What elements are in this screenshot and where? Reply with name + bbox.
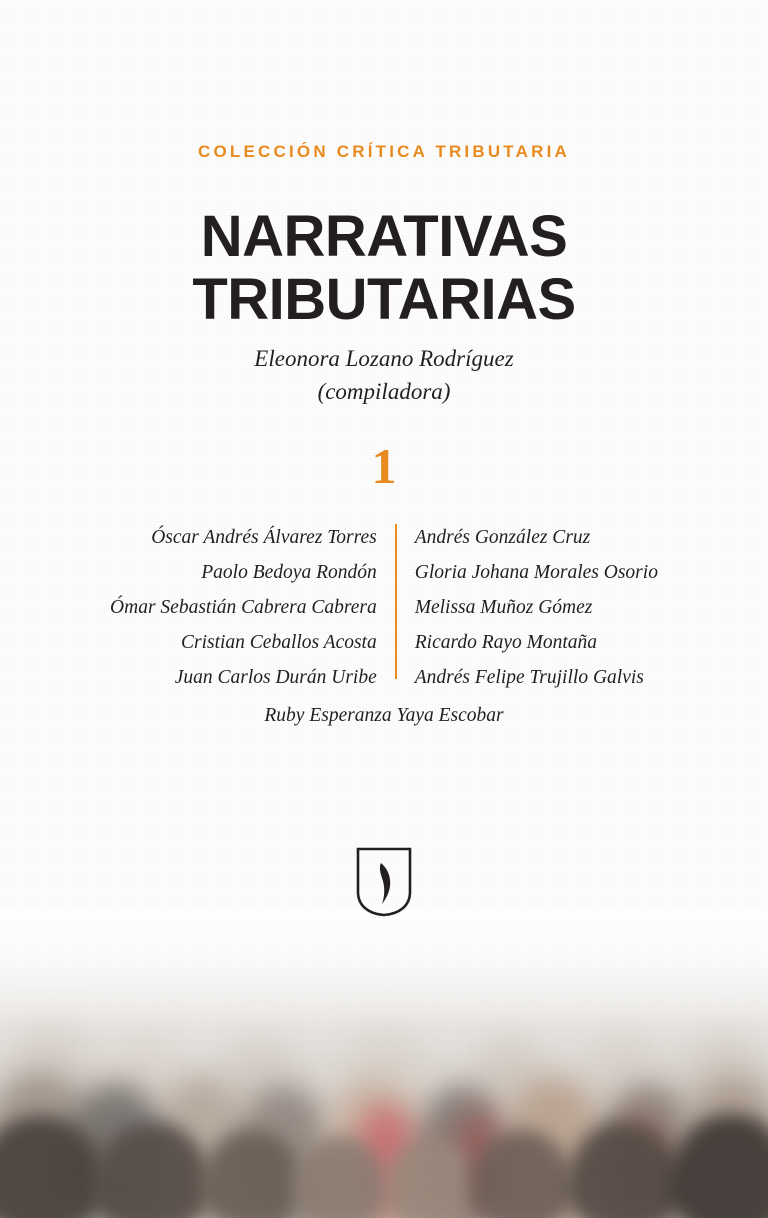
authors-column-right <box>397 520 658 695</box>
author-name: Gloria Johana Morales Osorio <box>414 562 658 583</box>
title-line-1: NARRATIVAS <box>200 204 568 269</box>
author-name: Cristian Ceballos Acosta <box>180 632 377 653</box>
collection-label: COLECCIÓN CRÍTICA TRIBUTARIA <box>198 142 570 161</box>
authors-column-left <box>110 520 395 695</box>
editor-name: Eleonora Lozano Rodríguez <box>254 346 514 371</box>
editor-role: (compiladora) <box>317 379 451 404</box>
uniandes-shield-icon <box>355 846 413 918</box>
author-name: Juan Carlos Durán Uribe <box>174 667 377 688</box>
author-name: Ricardo Rayo Montaña <box>414 632 598 653</box>
volume-number: 1 <box>371 438 397 494</box>
author-name: Andrés Felipe Trujillo Galvis <box>414 667 644 688</box>
authors-columns <box>84 520 684 695</box>
page-title <box>0 205 768 331</box>
author-name: Paolo Bedoya Rondón <box>201 562 377 583</box>
author-name: Melissa Muñoz Gómez <box>414 597 593 618</box>
author-name: Óscar Andrés Álvarez Torres <box>151 527 377 548</box>
author-name: Ómar Sebastián Cabrera Cabrera <box>110 597 377 618</box>
authors-block <box>84 520 684 733</box>
author-name: Ruby Esperanza Yaya Escobar <box>264 705 504 726</box>
author-name: Andrés González Cruz <box>414 527 591 548</box>
title-line-2: TRIBUTARIAS <box>192 267 576 332</box>
